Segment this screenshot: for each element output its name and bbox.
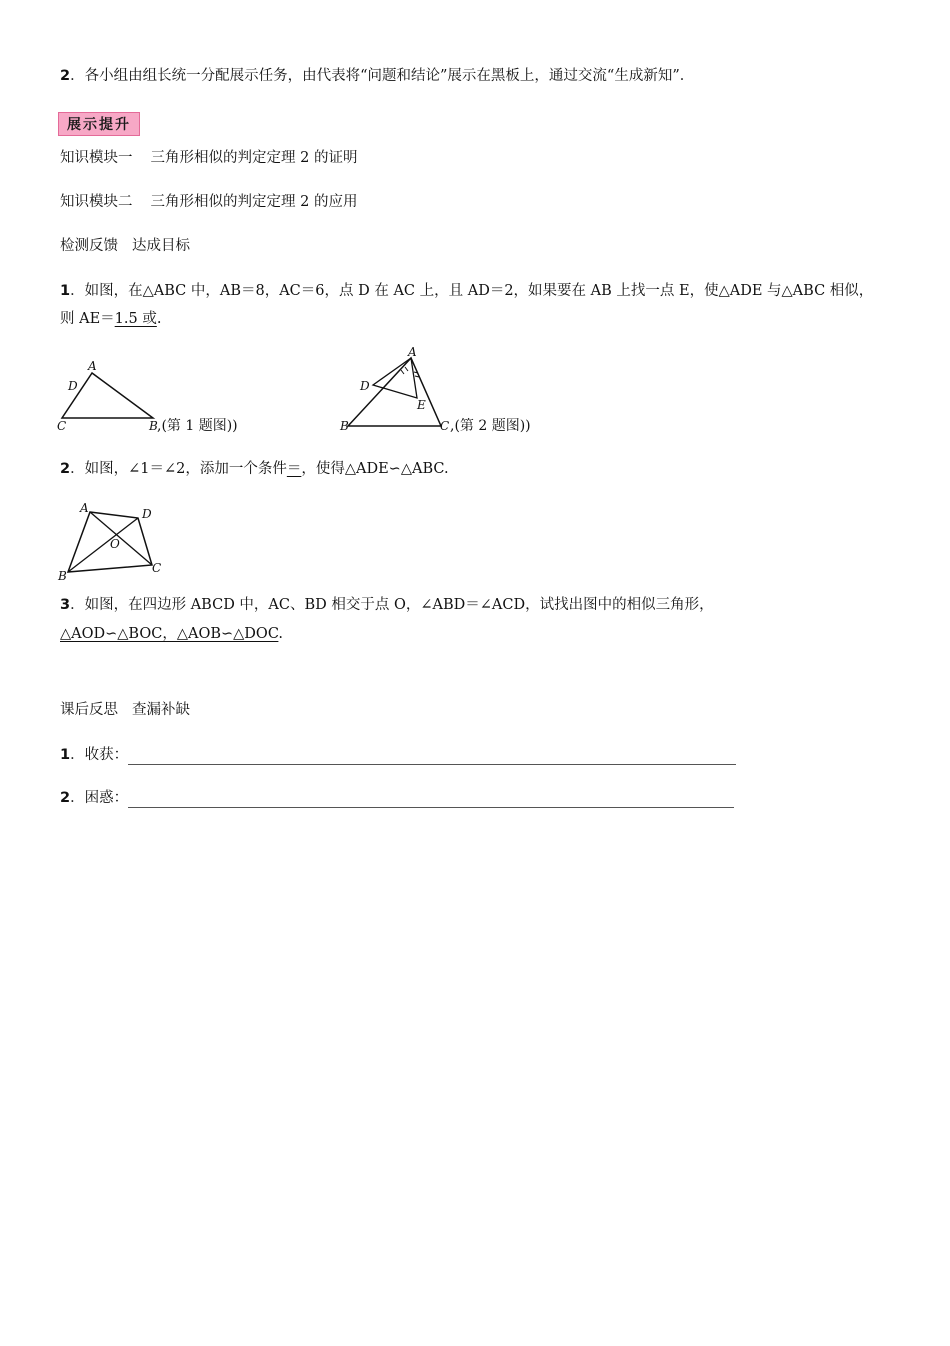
reflection-heading <box>60 700 190 720</box>
question-2-number: 2 <box>60 461 71 477</box>
module-1-title: 三角形相似的判定定理 2 的证明 <box>150 150 358 166</box>
question-2-suffix: ，使得△ADE∽△ABC. <box>301 461 449 477</box>
fig2-label-c: C <box>440 419 450 433</box>
fig1-label-a: A <box>88 359 97 373</box>
question-1-text: ．如图，在△ABC 中，AB＝8，AC＝6，点 D 在 AC 上，且 AD＝2，如果要在 AB 上找一点 E，使△ADE 与△ABC 相似， <box>70 283 874 299</box>
fig1-label-b: B <box>149 419 158 433</box>
question-3-text: ．如图，在四边形 ABCD 中，AC、BD 相交于点 O，∠ABD＝∠ACD，试找出图中的相似三角形， <box>70 597 714 613</box>
intro-text: ．各小组由组长统一分配展示任务，由代表将“问题和结论”展示在黑板上，通过交流“生成新知”． <box>70 68 695 84</box>
section-banner <box>58 112 140 136</box>
figure-3 <box>54 498 174 592</box>
confusion-row <box>60 788 734 808</box>
intro-number: 2 <box>60 68 71 84</box>
figure-2-caption: ,(第 2 题图)) <box>450 418 531 434</box>
fig2-label-e: E <box>417 398 426 412</box>
figure-1-caption: ,(第 1 题图)) <box>157 418 238 434</box>
fig1-label-c: C <box>57 419 67 433</box>
harvest-number: 1 <box>60 747 71 763</box>
question-2-prefix: ．如图，∠1＝∠2，添加一个条件 <box>70 461 287 477</box>
reflection-title: 课后反思 <box>60 702 118 718</box>
figure-3-diagram <box>54 498 174 588</box>
question-3-number: 3 <box>60 597 71 613</box>
question-3-end: . <box>278 626 284 642</box>
fig3-label-a: A <box>80 501 89 515</box>
module-1-name: 知识模块一 <box>60 150 133 166</box>
confusion-number: 2 <box>60 790 71 806</box>
fig2-label-b: B <box>340 419 349 433</box>
fig3-label-o: O <box>110 537 120 551</box>
intro-line <box>60 66 694 86</box>
check-title: 检测反馈 <box>60 238 118 254</box>
reflection-subtitle: 查漏补缺 <box>132 702 190 718</box>
question-3 <box>60 595 714 615</box>
question-1-prefix: 则 AE＝ <box>60 311 115 327</box>
harvest-label: ．收获： <box>70 747 129 763</box>
figure-2-diagram <box>336 346 466 438</box>
harvest-blank-line[interactable] <box>128 750 736 765</box>
fig2-label-a: A <box>408 346 417 359</box>
question-1 <box>60 281 873 301</box>
question-2 <box>60 459 449 479</box>
figure-1-diagram <box>52 356 172 436</box>
question-1-suffix: . <box>156 311 162 327</box>
question-3-answer: △AOD∽△BOC，△AOB∽△DOC <box>60 626 279 642</box>
module-2 <box>60 192 357 212</box>
section-banner-label: 展示提升 <box>67 117 131 133</box>
confusion-label: ．困惑： <box>70 790 129 806</box>
question-1-number: 1 <box>60 283 71 299</box>
module-2-title: 三角形相似的判定定理 2 的应用 <box>150 194 358 210</box>
question-1-continued <box>60 309 161 329</box>
fig2-label-d: D <box>360 379 370 393</box>
confusion-blank-line[interactable] <box>128 793 734 808</box>
fig3-label-b: B <box>58 569 67 583</box>
figure-1 <box>52 356 172 440</box>
figure-2 <box>336 346 466 442</box>
module-2-name: 知识模块二 <box>60 194 133 210</box>
fig1-label-d: D <box>68 379 78 393</box>
harvest-row <box>60 745 736 765</box>
check-subtitle: 达成目标 <box>132 238 190 254</box>
check-heading <box>60 236 190 256</box>
module-1 <box>60 148 357 168</box>
fig3-label-d: D <box>142 507 152 521</box>
fig3-label-c: C <box>152 561 162 575</box>
question-2-answer: ＝ <box>286 461 302 477</box>
question-1-answer: 1.5 或 <box>114 311 157 327</box>
question-3-continued <box>60 624 283 644</box>
